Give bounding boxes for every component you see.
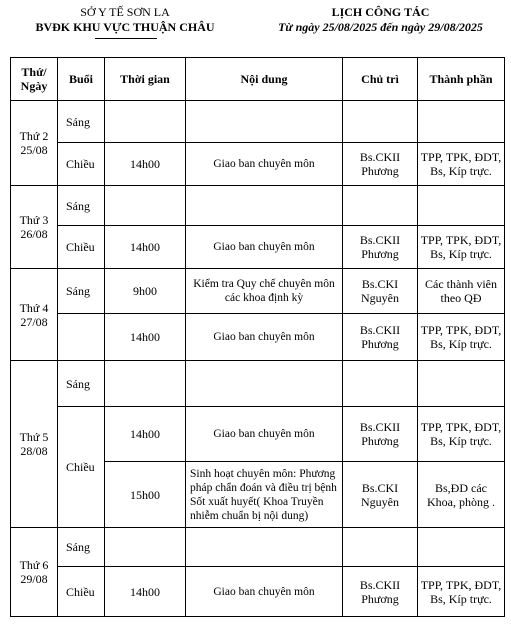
day-cell-fri xyxy=(11,528,58,617)
members-cell: TPP, TPK, ĐDT, Bs, Kíp trực. xyxy=(418,314,505,361)
chair-cell: Bs.CKII Phương xyxy=(343,407,418,462)
time-cell: 14h00 xyxy=(105,567,186,617)
content-cell: Kiểm tra Quy chế chuyên môn các khoa định kỳ xyxy=(186,269,343,314)
time-cell: 14h00 xyxy=(105,407,186,462)
day-name: Thứ 6 xyxy=(19,558,49,572)
members-cell xyxy=(418,101,505,143)
content-cell xyxy=(186,528,343,567)
chair-cell: Bs.CKII Phương xyxy=(343,143,418,186)
content-cell xyxy=(186,101,343,143)
day-date: 26/08 xyxy=(20,227,48,241)
content-cell xyxy=(186,186,343,226)
time-cell xyxy=(105,186,186,226)
time-cell xyxy=(105,101,186,143)
members-cell: TPP, TPK, ĐDT, Bs, Kíp trực. xyxy=(418,226,505,269)
members-cell xyxy=(418,186,505,226)
table-row xyxy=(11,226,505,269)
content-cell: Giao ban chuyên môn xyxy=(186,226,343,269)
session-cell: Sáng xyxy=(58,269,105,314)
chair-cell: Bs.CKII Phương xyxy=(343,314,418,361)
session-cell: Sáng xyxy=(58,101,105,143)
content-cell: Giao ban chuyên môn xyxy=(186,143,343,186)
table-row xyxy=(11,361,505,407)
col-header-time: Thời gian xyxy=(105,58,186,101)
table-row xyxy=(11,567,505,617)
members-cell xyxy=(418,361,505,407)
table-header-row xyxy=(11,58,505,101)
time-cell xyxy=(105,528,186,567)
session-cell: Chiều xyxy=(58,143,105,186)
chair-cell xyxy=(343,186,418,226)
chair-cell: Bs.CKI Nguyên xyxy=(343,269,418,314)
day-date: 27/08 xyxy=(20,314,48,329)
content-cell: Giao ban chuyên môn xyxy=(186,407,343,462)
chair-cell xyxy=(343,528,418,567)
members-cell: TPP, TPK, ĐDT, Bs, Kíp trực. xyxy=(418,407,505,462)
table-row xyxy=(11,101,505,143)
time-cell: 14h00 xyxy=(105,314,186,361)
members-cell: Các thành viên theo QĐ xyxy=(418,269,505,314)
time-cell: 9h00 xyxy=(105,269,186,314)
members-cell xyxy=(418,528,505,567)
day-date: 29/08 xyxy=(20,572,48,586)
day-name: Thứ 3 xyxy=(19,213,49,227)
content-cell: Giao ban chuyên môn xyxy=(186,567,343,617)
session-cell: Chiều xyxy=(58,567,105,617)
chair-cell xyxy=(343,101,418,143)
day-cell-mon xyxy=(11,101,58,186)
content-cell: Giao ban chuyên môn xyxy=(186,314,343,361)
content-cell xyxy=(186,361,343,407)
table-row xyxy=(11,186,505,226)
day-cell-wed xyxy=(11,269,58,361)
org-line-2: BVĐK KHU VỰC THUẬN CHÂU xyxy=(35,20,215,34)
org-line-1: SỞ Y TẾ SƠN LA xyxy=(80,5,170,19)
session-cell xyxy=(58,314,105,361)
document-subtitle: Từ ngày 25/08/2025 đến ngày 29/08/2025 xyxy=(278,20,483,34)
day-date: 28/08 xyxy=(20,444,48,458)
document-header-right xyxy=(250,5,511,35)
chair-cell: Bs.CKI Nguyên xyxy=(343,462,418,528)
day-cell-tue xyxy=(11,186,58,269)
table-row xyxy=(11,528,505,567)
members-cell: TPP, TPK, ĐDT, Bs, Kíp trực. xyxy=(418,143,505,186)
col-header-members: Thành phần xyxy=(418,58,505,101)
col-header-chair: Chủ trì xyxy=(343,58,418,101)
chair-cell: Bs.CKII Phương xyxy=(343,567,418,617)
schedule-table xyxy=(10,57,505,617)
col-header-content: Nội dung xyxy=(186,58,343,101)
time-cell: 15h00 xyxy=(105,462,186,528)
chair-cell xyxy=(343,361,418,407)
table-row xyxy=(11,314,505,361)
time-cell: 14h00 xyxy=(105,143,186,186)
session-cell: Chiều xyxy=(58,226,105,269)
time-cell xyxy=(105,361,186,407)
col-header-session: Buổi xyxy=(58,58,105,101)
session-cell: Chiều xyxy=(58,407,105,528)
session-cell: Sáng xyxy=(58,186,105,226)
document-title: LỊCH CÔNG TÁC xyxy=(331,5,430,19)
day-name: Thứ 5 xyxy=(19,430,49,444)
header-underline xyxy=(95,38,157,39)
day-name: Thứ 4 xyxy=(19,300,49,315)
table-row xyxy=(11,269,505,314)
session-cell: Sáng xyxy=(58,528,105,567)
content-cell: Sinh hoạt chuyên môn: Phương pháp chẩn đoán và điều trị bệnh Sốt xuất huyết( Khoa Truyền nhiễm chuẩn bị nội dung) xyxy=(186,462,343,528)
col-header-day: Thứ/ Ngày xyxy=(11,58,58,101)
table-row xyxy=(11,407,505,462)
time-cell: 14h00 xyxy=(105,226,186,269)
day-date: 25/08 xyxy=(20,143,48,157)
day-name: Thứ 2 xyxy=(19,129,49,143)
session-cell: Sáng xyxy=(58,361,105,407)
members-cell: Bs,ĐD các Khoa, phòng . xyxy=(418,462,505,528)
day-cell-thu xyxy=(11,361,58,528)
document-header-left xyxy=(0,5,250,35)
members-cell: TPP, TPK, ĐDT, Bs, Kíp trực. xyxy=(418,567,505,617)
table-row xyxy=(11,143,505,186)
chair-cell: Bs.CKII Phương xyxy=(343,226,418,269)
